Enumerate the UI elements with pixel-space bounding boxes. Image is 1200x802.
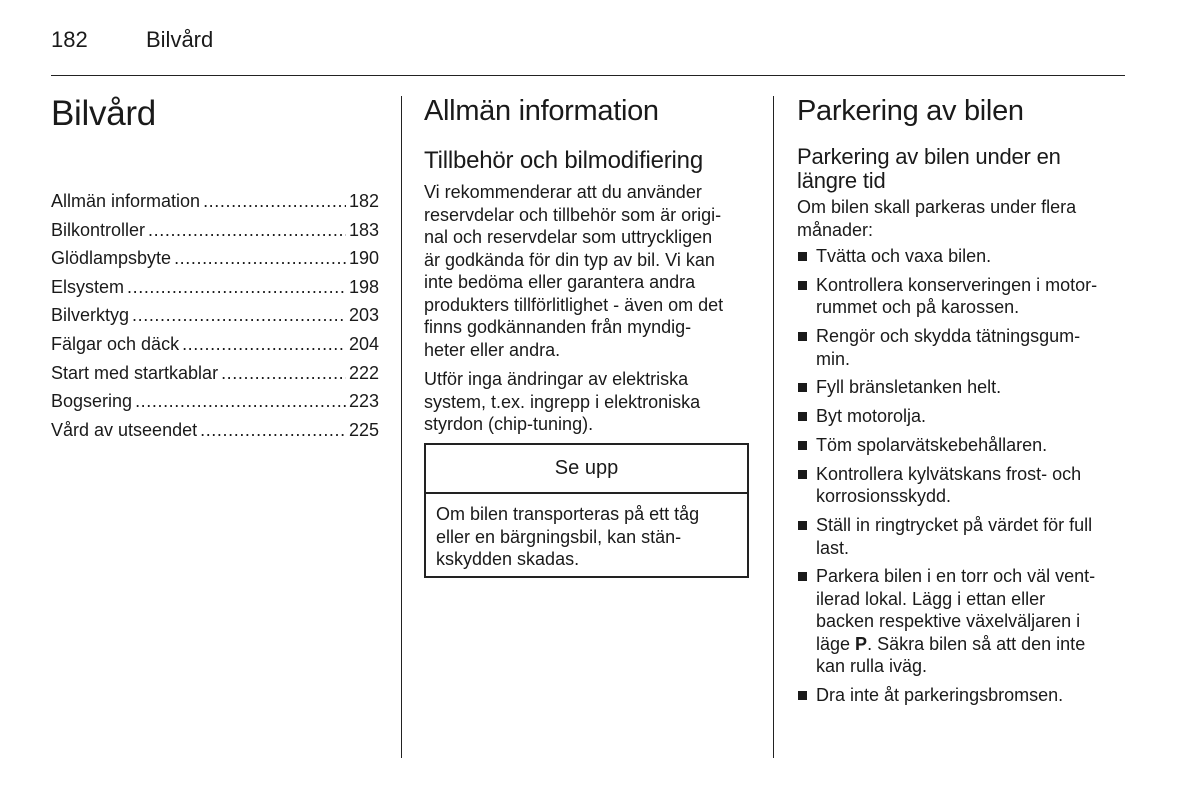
toc-leader-dots bbox=[200, 416, 346, 445]
text-line: finns godkännanden från myndig- bbox=[424, 317, 692, 337]
caution-box bbox=[424, 443, 749, 578]
text-line: kan rulla iväg. bbox=[816, 656, 928, 677]
square-bullet-icon bbox=[798, 252, 807, 261]
text-line: Töm spolarvätskebehållaren. bbox=[816, 434, 1048, 455]
text-line: reservdelar och tillbehör som är origi- bbox=[424, 204, 722, 225]
square-bullet-icon bbox=[798, 691, 807, 700]
toc-leader-dots bbox=[182, 330, 346, 359]
list-item bbox=[797, 325, 1127, 370]
text-line: Ställ in ringtrycket på värdet för full bbox=[816, 515, 1093, 536]
text-line: är godkända för din typ av bil. Vi kan bbox=[424, 249, 715, 270]
toc-entry-page: 183 bbox=[348, 219, 379, 240]
toc-entry[interactable] bbox=[51, 387, 379, 416]
running-header-title: Bilvård bbox=[146, 27, 214, 52]
text-line: Kontrollera kylvätskans frost- och bbox=[816, 463, 1082, 484]
square-bullet-icon bbox=[798, 441, 807, 450]
toc-entry-label: Bilverktyg bbox=[51, 305, 130, 326]
text-line: Om bilen skall parkeras under flera bbox=[797, 197, 1077, 217]
toc-leader-dots bbox=[148, 216, 346, 245]
text-line: inte bedöma eller garantera andra bbox=[424, 272, 696, 292]
toc-leader-dots bbox=[132, 301, 346, 330]
text-fragment: läge bbox=[816, 633, 856, 654]
list-item bbox=[797, 376, 1127, 399]
toc-entry-label: Fälgar och däck bbox=[51, 333, 180, 354]
text-line: produkters tillförlitlighet - även om det bbox=[424, 294, 724, 315]
text-line: heter eller andra. bbox=[424, 339, 561, 360]
toc-entry-label: Bilkontroller bbox=[51, 219, 146, 240]
toc-leader-dots bbox=[174, 244, 346, 273]
toc-leader-dots bbox=[127, 273, 346, 302]
toc-entry[interactable] bbox=[51, 216, 379, 245]
square-bullet-icon bbox=[798, 412, 807, 421]
section-title-parking: Parkering av bilen bbox=[797, 95, 1024, 127]
square-bullet-icon bbox=[798, 383, 807, 392]
toc-entry[interactable] bbox=[51, 330, 379, 359]
text-line: Dra inte åt parkeringsbromsen. bbox=[816, 685, 1064, 706]
text-line: nal och reservdelar som uttryckligen bbox=[424, 227, 713, 247]
toc-entry-page: 225 bbox=[348, 419, 379, 440]
text-line: Om bilen transporteras på ett tåg bbox=[436, 504, 700, 524]
toc-entry[interactable] bbox=[51, 416, 379, 445]
text-line: Vi rekommenderar att du använder bbox=[424, 182, 702, 202]
toc-entry-label: Glödlampsbyte bbox=[51, 248, 172, 269]
square-bullet-icon bbox=[798, 281, 807, 290]
text-line: Kontrollera konserveringen i motor- bbox=[816, 274, 1098, 295]
page-number: 182 bbox=[51, 27, 88, 52]
toc-entry-page: 222 bbox=[348, 362, 379, 383]
list-item bbox=[797, 274, 1127, 319]
toc-entry-label: Allmän information bbox=[51, 191, 201, 211]
toc-leader-dots bbox=[135, 387, 346, 416]
toc-entry-label: Elsystem bbox=[51, 276, 125, 297]
toc-entry[interactable] bbox=[51, 187, 379, 216]
toc-entry[interactable] bbox=[51, 273, 379, 302]
subsection-title-long-term-parking bbox=[797, 145, 1061, 193]
toc-entry-label: Bogsering bbox=[51, 391, 133, 412]
parking-checklist bbox=[797, 245, 1127, 713]
toc-entry-page: 190 bbox=[348, 248, 379, 269]
text-line: korrosionsskydd. bbox=[816, 486, 952, 507]
table-of-contents bbox=[51, 187, 379, 444]
toc-entry-page: 198 bbox=[348, 276, 379, 297]
toc-leader-dots bbox=[203, 187, 346, 216]
subsection-title-accessories: Tillbehör och bilmodifiering bbox=[424, 147, 703, 174]
list-item bbox=[797, 434, 1127, 457]
square-bullet-icon bbox=[798, 521, 807, 530]
toc-entry-page: 223 bbox=[348, 391, 379, 412]
list-item bbox=[797, 514, 1127, 559]
square-bullet-icon bbox=[798, 470, 807, 479]
paragraph-accessories bbox=[424, 181, 754, 361]
text-line: eller en bärgningsbil, kan stän- bbox=[436, 526, 682, 547]
square-bullet-icon bbox=[798, 572, 807, 581]
list-item bbox=[797, 463, 1127, 508]
list-item bbox=[797, 245, 1127, 268]
list-item bbox=[797, 684, 1127, 707]
text-line bbox=[816, 633, 1127, 656]
text-line: backen respektive växelväljaren i bbox=[816, 611, 1081, 632]
gear-position-label: P bbox=[855, 633, 868, 654]
caution-body bbox=[426, 494, 747, 580]
text-line: kskydden skadas. bbox=[436, 549, 580, 569]
square-bullet-icon bbox=[798, 332, 807, 341]
text-line: Byt motorolja. bbox=[816, 406, 927, 427]
toc-entry-page: 204 bbox=[348, 333, 379, 354]
text-line: månader: bbox=[797, 219, 874, 240]
text-line: ilerad lokal. Lägg i ettan eller bbox=[816, 588, 1046, 609]
toc-entry[interactable] bbox=[51, 301, 379, 330]
header-rule bbox=[51, 75, 1125, 76]
paragraph-electrical bbox=[424, 368, 754, 436]
toc-entry-page: 203 bbox=[348, 305, 379, 326]
text-line: styrdon (chip-tuning). bbox=[424, 414, 594, 434]
text-line: system, t.ex. ingrepp i elektroniska bbox=[424, 391, 701, 412]
column-divider-2 bbox=[773, 96, 774, 758]
text-line: längre tid bbox=[797, 168, 886, 193]
list-item bbox=[797, 565, 1127, 678]
caution-heading: Se upp bbox=[426, 445, 747, 494]
text-line: Tvätta och vaxa bilen. bbox=[816, 246, 992, 266]
chapter-title: Bilvård bbox=[51, 94, 156, 133]
text-line: Rengör och skydda tätningsgum- bbox=[816, 326, 1081, 347]
toc-entry-label: Start med startkablar bbox=[51, 362, 219, 383]
toc-entry[interactable] bbox=[51, 359, 379, 388]
toc-entry-label: Vård av utseendet bbox=[51, 419, 198, 440]
toc-entry[interactable] bbox=[51, 244, 379, 273]
text-line: min. bbox=[816, 348, 851, 369]
text-line: Parkera bilen i en torr och väl vent- bbox=[816, 566, 1096, 587]
text-line: rummet och på karossen. bbox=[816, 297, 1020, 318]
column-divider-1 bbox=[401, 96, 402, 758]
text-fragment: . Säkra bilen så att den inte bbox=[867, 633, 1086, 654]
toc-entry-page: 182 bbox=[348, 191, 379, 211]
text-line: Parkering av bilen under en bbox=[797, 144, 1061, 169]
text-line: Utför inga ändringar av elektriska bbox=[424, 369, 689, 389]
text-line: last. bbox=[816, 537, 850, 558]
text-line: Fyll bränsletanken helt. bbox=[816, 377, 1002, 398]
toc-leader-dots bbox=[221, 359, 346, 388]
parking-intro bbox=[797, 196, 1127, 241]
list-item bbox=[797, 405, 1127, 428]
section-title-general: Allmän information bbox=[424, 95, 659, 127]
